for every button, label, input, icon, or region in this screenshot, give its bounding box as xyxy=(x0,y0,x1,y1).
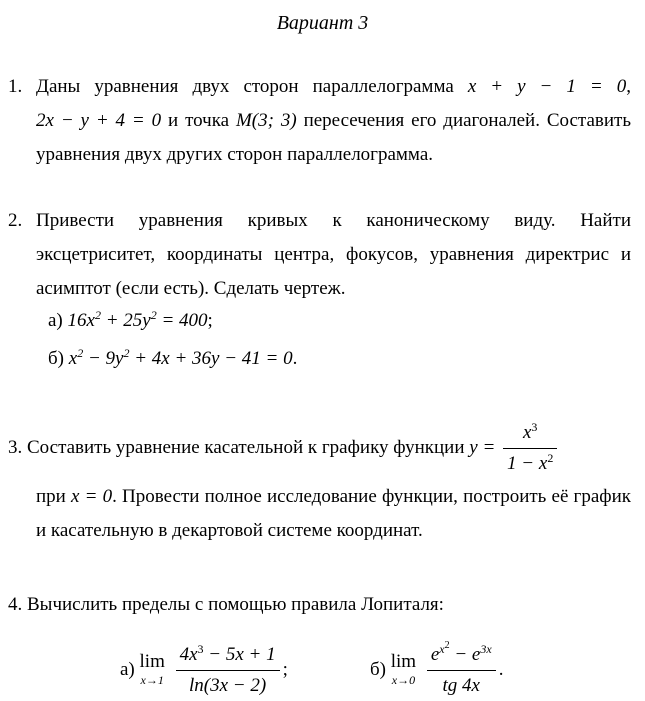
limit-a: а) lim x→1 $\frac{4x^3 - 5x + 1}{\ln(3x - 2)}$ ; xyxy=(120,640,288,701)
point-m: M(3; 3) xyxy=(235,110,297,131)
problem-3-rest xyxy=(36,480,631,548)
curve-b-term1: x xyxy=(68,348,78,369)
problem-1: 1. Даны уравнения двух сторон параллелограмма x + y − 1 = 0, 2x − y + 4 = 0 и точка M(3; 3) пересечения его диагоналей. Составить уравнения двух других сторон параллелограмма. xyxy=(36,70,631,172)
problem-4 xyxy=(8,590,444,620)
exponent: 2 xyxy=(123,346,130,360)
exponent: 2 xyxy=(94,308,101,322)
curve-b-term3: + 4x + 36y − 41 = 0 xyxy=(134,348,293,369)
line-equation-2: 2x − y + 4 = 0 xyxy=(36,110,162,131)
limit-b: б) lim x→0 $\frac{e^{x^2} - e^{3x}}{tg 4x}$ . xyxy=(370,640,503,701)
curve-a: а) $16x^2 + 25y^2 = 400$; xyxy=(48,308,213,331)
curve-b-term2: − 9y xyxy=(87,348,124,369)
problem-text: и точка xyxy=(168,110,230,131)
problem-number: 3. xyxy=(8,436,23,458)
problem-text: Вычислить пределы с помощью правила Лопиталя: xyxy=(27,594,444,615)
curve-a-term2: + 25y xyxy=(105,310,151,331)
variant-title: Вариант 3 xyxy=(276,12,369,34)
exponent: 2 xyxy=(77,346,84,360)
function-lhs: y = xyxy=(469,436,496,458)
item-label: б) xyxy=(370,658,386,680)
limit-fraction: $\frac{e^{x^2} - e^{3x}}{tg 4x}$ xyxy=(427,640,496,701)
exponent: 2 xyxy=(150,308,157,322)
item-label: а) xyxy=(120,658,135,680)
line-equation-1: x + y − 1 = 0 xyxy=(467,76,627,97)
problem-text: . Провести полное исследование функции, построить её график и касательную в декартовой системе координат. xyxy=(36,486,631,541)
item-label: б) xyxy=(48,348,64,369)
limit-fraction: $\frac{4x^3 - 5x + 1}{\ln(3x - 2)}$ xyxy=(176,640,280,701)
fraction-numerator: x xyxy=(522,422,532,443)
item-label: а) xyxy=(48,310,63,331)
problem-number: 4. xyxy=(8,594,23,615)
problem-text: Составить уравнение касательной к графику функции xyxy=(27,436,465,458)
problem-text: Привести уравнения кривых к каноническому виду. Найти эксцетриситет, координаты центра, фокусов, уравнения директрис и асимптот (если есть). Сделать чертеж. xyxy=(36,210,631,299)
fraction-denominator: 1 − x xyxy=(507,453,548,474)
function-fraction: $\frac{x^3}{1 - x^2}$ xyxy=(503,418,557,479)
curve-b: б) $x^2 - 9y^2 + 4x + 36y - 41 = 0$. xyxy=(48,346,298,369)
curve-a-term3: = 400 xyxy=(161,310,208,331)
limit-operator: lim x→0 xyxy=(390,650,417,687)
problem-text: Даны уравнения двух сторон параллелограмма xyxy=(36,76,454,97)
problem-3-line1 xyxy=(8,418,633,479)
problem-text: при xyxy=(36,486,66,507)
tangent-point: x = 0 xyxy=(71,486,113,507)
limit-operator: lim x→1 xyxy=(139,650,165,687)
problem-number: 2. xyxy=(8,210,23,231)
problem-2 xyxy=(8,204,631,306)
problem-text: пересечения его диагоналей. Составить уравнения двух других сторон параллелограмма. xyxy=(36,110,632,165)
curve-a-term1: 16x xyxy=(67,310,95,331)
problem-number: 1. xyxy=(8,76,23,97)
